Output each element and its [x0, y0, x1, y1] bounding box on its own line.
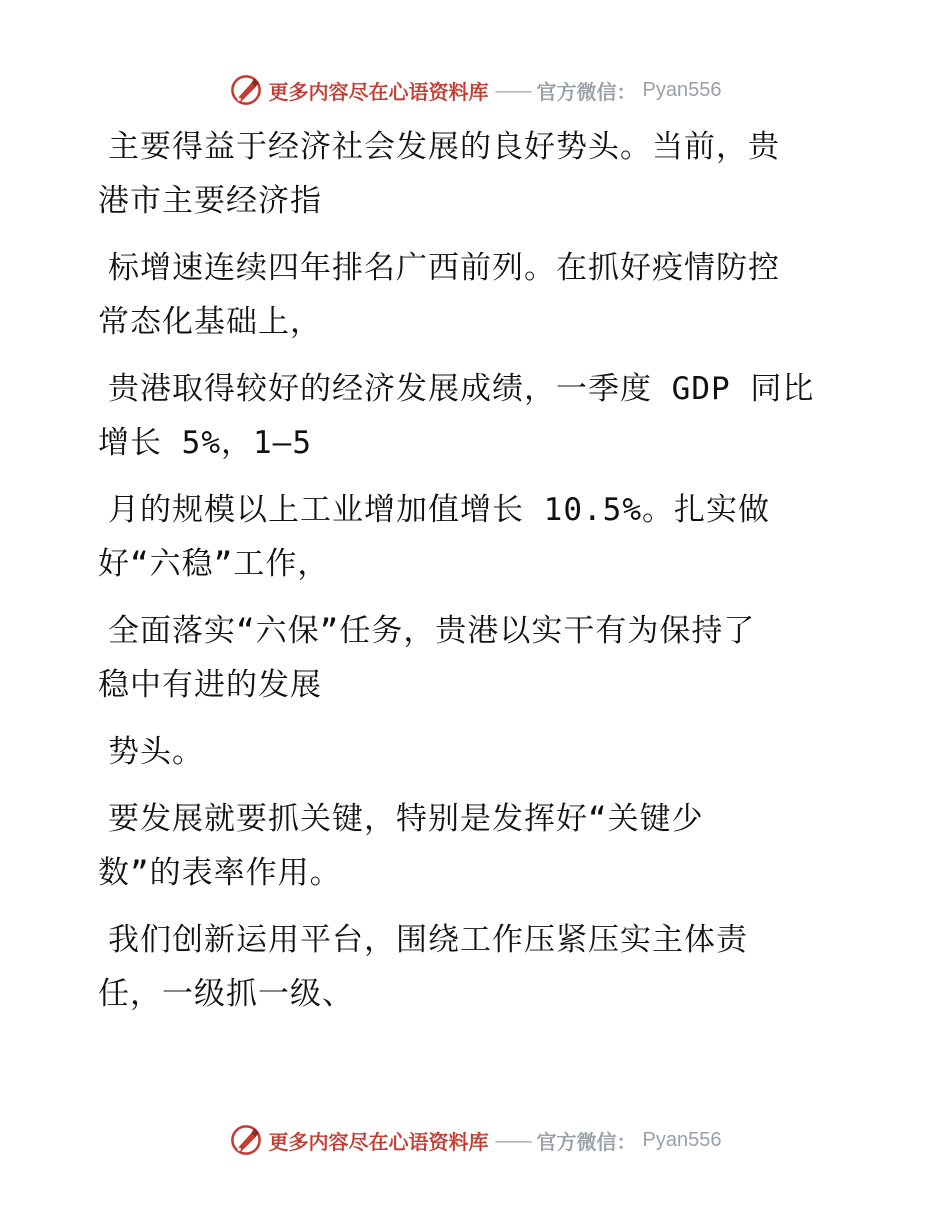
paragraph-2: [98, 241, 878, 349]
paragraph-3: [98, 362, 878, 470]
paragraph-line: 常态化基础上，: [98, 304, 322, 340]
banner-wechat-id: Pyan556: [642, 78, 722, 101]
banner-wechat-label: 官方微信：: [536, 1129, 637, 1154]
banner-dash: ——: [494, 1128, 531, 1152]
paragraph-line: 好“六稳”工作，: [98, 546, 330, 582]
paragraph-line: 全面落实“六保”任务，贵港以实干有为保持了: [108, 613, 756, 649]
paragraph-line: 数”的表率作用。: [98, 855, 342, 891]
paragraph-line: 我们创新运用平台，围绕工作压紧压实主体责: [108, 922, 748, 958]
paragraph-line: 增长 5%，1—5: [98, 425, 312, 461]
paragraph-line: 月的规模以上工业增加值增长 10.5%。扎实做: [108, 492, 770, 528]
paragraph-line: 标增速连续四年排名广西前列。在抓好疫情防控: [108, 250, 780, 286]
document-body: [98, 120, 878, 1034]
paragraph-5: [98, 604, 878, 712]
paragraph-7: [98, 792, 878, 900]
paragraph-line: 贵港取得较好的经济发展成绩，一季度 GDP 同比: [108, 371, 815, 407]
paragraph-line: 势头。: [108, 734, 204, 770]
banner-lead-text: 更多内容尽在心语资料库: [268, 1129, 489, 1154]
header-watermark-banner: [0, 70, 950, 110]
paragraph-4: [98, 483, 878, 591]
banner-lead-text: 更多内容尽在心语资料库: [268, 79, 489, 104]
banner-wechat-label: 官方微信：: [536, 79, 637, 104]
pen-logo-icon: [229, 1123, 263, 1157]
paragraph-line: 稳中有进的发展: [98, 667, 322, 703]
banner-dash: ——: [494, 78, 531, 102]
paragraph-line: 主要得益于经济社会发展的良好势头。当前，贵: [108, 129, 780, 165]
pen-logo-icon: [229, 73, 263, 107]
paragraph-line: 港市主要经济指: [98, 183, 322, 219]
paragraph-6: [98, 725, 878, 779]
paragraph-line: 要发展就要抓关键，特别是发挥好“关键少: [108, 801, 704, 837]
banner-wechat-id: Pyan556: [642, 1128, 722, 1151]
footer-watermark-banner: [0, 1120, 950, 1160]
paragraph-8: [98, 913, 878, 1021]
paragraph-line: 任，一级抓一级、: [98, 976, 354, 1012]
paragraph-1: [98, 120, 878, 228]
